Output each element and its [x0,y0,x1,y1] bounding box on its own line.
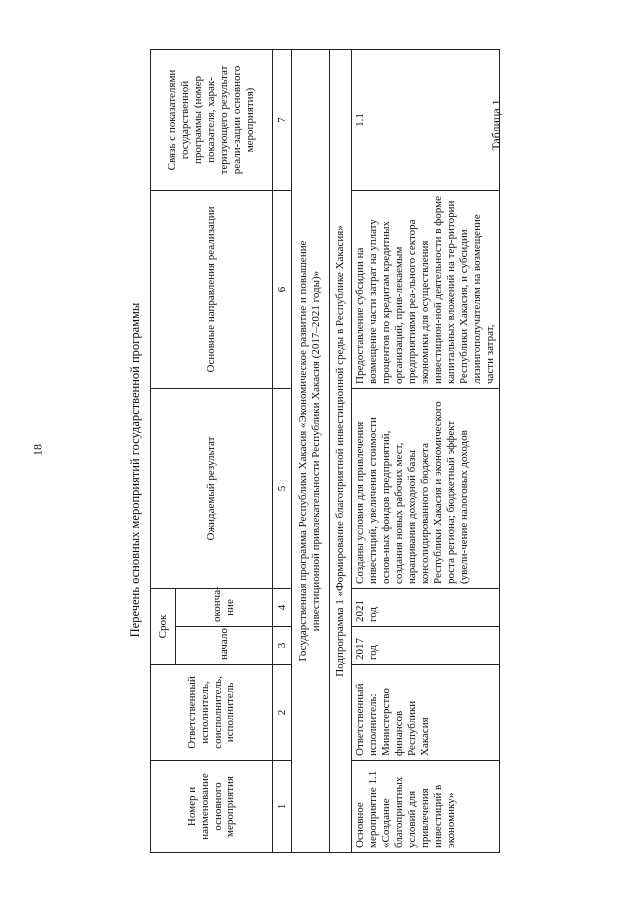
column-number: 5 [273,389,292,589]
table-row [351,50,499,853]
table-heading: Перечень основных мероприятий государственной программы [128,302,142,638]
column-number: 4 [273,589,292,627]
measures-table [150,49,500,853]
measure-indicator: 1.1 [351,50,499,191]
header-name: Номер и наименование основного мероприятия [151,761,273,853]
measure-directions: Предоставление субсидии на возмещение части затрат на уплату процентов по кредитам кредитных организаций, прив-лекаемым предприятиями реа-льного сектора экономики для осуществления инвестицион-ной деятельности в форме капитальных вложений на тер-ритории Республики Хакасия, и субсидии лизингополучателям на возмещение части затрат, [351,191,499,389]
column-number: 2 [273,665,292,761]
header-result: Ожидаемый результат [151,389,273,589]
subprogram-title: Подпрограмма 1 «Формирование благоприятной инвестиционной среды в Республике Хакасия» [329,50,351,853]
column-number: 3 [273,627,292,665]
measure-start: 2017 год [351,627,499,665]
column-number: 6 [273,191,292,389]
table-label: Таблица 1 [489,99,503,151]
header-indicator: Связь с показателями государственной программы (номер показателя, харак-теризующего результат реали-зации основного мероприятия) [151,50,273,191]
header-start: начало [176,627,273,665]
measure-executor: Ответственный исполнитель: Министерство финансов Республики Хакасия [351,665,499,761]
measure-result: Созданы условия для привлечения инвестиций, увеличения стоимости основ-ных фондов предприятий, создания новых рабочих мест, наращивания доходной базы консолидированного бюджета Республики Хакасия и экономического роста региона; бюджетный эффект (увели-чение налоговых доходов [351,389,499,589]
header-directions: Основные направления реализации [151,191,273,389]
measure-end: 2021 год [351,589,499,627]
header-end: оконча-ние [176,589,273,627]
program-title: Государственная программа Республики Хакасия «Экономическое развитие и повышение инвестиционной привлекательности Республики Хакасия (2017–2021 годы)» [292,50,330,853]
page-number: 18 [30,444,45,456]
column-number-row [273,50,292,853]
column-number: 7 [273,50,292,191]
header-executor: Ответственный исполнитель, соисполнитель, исполнитель [151,665,273,761]
program-row [292,50,330,853]
subprogram-row [329,50,351,853]
measure-name: Основное мероприятие 1.1 «Создание благоприятных условий для привлечения инвестиций в экономику» [351,761,499,853]
column-number: 1 [273,761,292,853]
header-row [151,50,176,853]
header-term: Срок [151,589,176,665]
